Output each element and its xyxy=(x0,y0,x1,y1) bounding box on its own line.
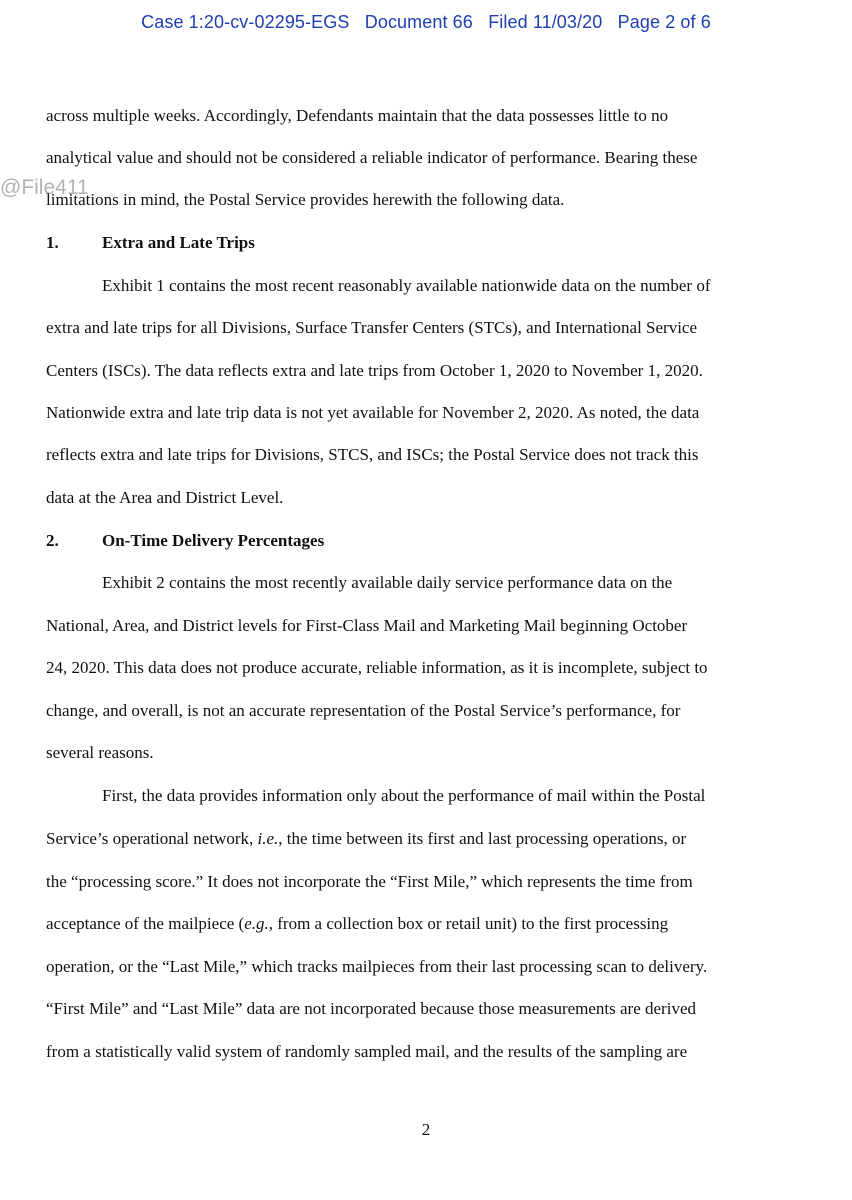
text-line: National, Area, and District levels for First-Class Mail and Marketing Mail beginning October xyxy=(46,616,688,635)
text-line: from a statistically valid system of randomly sampled mail, and the results of the sampling are xyxy=(46,1042,688,1061)
text-line: several reasons. xyxy=(46,743,154,762)
text-line: “First Mile” and “Last Mile” data are not incorporated because those measurements are derived xyxy=(46,999,696,1018)
text-line: acceptance of the mailpiece (e.g., from a collection box or retail unit) to the first processing xyxy=(46,914,669,933)
section-title: On-Time Delivery Percentages xyxy=(102,531,325,550)
section-title: Extra and Late Trips xyxy=(102,233,255,252)
text-line: change, and overall, is not an accurate representation of the Postal Service’s performance, for xyxy=(46,701,681,720)
text-line: Nationwide extra and late trip data is not yet available for November 2, 2020. As noted, the data xyxy=(46,403,700,422)
text-line: operation, or the “Last Mile,” which tracks mailpieces from their last processing scan to delivery. xyxy=(46,957,708,976)
text-line: data at the Area and District Level. xyxy=(46,488,284,507)
text-line: reflects extra and late trips for Divisions, STCS, and ISCs; the Postal Service does not track this xyxy=(46,445,699,464)
section-number: 2. xyxy=(46,531,59,550)
text-line: First, the data provides information only about the performance of mail within the Postal xyxy=(102,786,706,805)
text-line: across multiple weeks. Accordingly, Defendants maintain that the data possesses little to no xyxy=(46,106,669,125)
text-line: Centers (ISCs). The data reflects extra and late trips from October 1, 2020 to November 1, 2020. xyxy=(46,361,703,380)
text-line: Exhibit 2 contains the most recently available daily service performance data on the xyxy=(102,573,673,592)
text-line: 24, 2020. This data does not produce accurate, reliable information, as it is incomplete, subject to xyxy=(46,658,708,677)
text-line: extra and late trips for all Divisions, Surface Transfer Centers (STCs), and International Service xyxy=(46,318,698,337)
text-line: analytical value and should not be considered a reliable indicator of performance. Bearing these xyxy=(46,148,698,167)
text-line: Service’s operational network, i.e., the time between its first and last processing operations, or xyxy=(46,829,687,848)
text-line: limitations in mind, the Postal Service provides herewith the following data. xyxy=(46,190,565,209)
text-line: Exhibit 1 contains the most recent reasonably available nationwide data on the number of xyxy=(102,276,711,295)
case-header: Case 1:20-cv-02295-EGS Document 66 Filed 11/03/20 Page 2 of 6 xyxy=(141,12,711,32)
watermark: @File411 xyxy=(0,176,89,199)
page-number: 2 xyxy=(421,1120,431,1139)
text-line: the “processing score.” It does not incorporate the “First Mile,” which represents the time from xyxy=(46,872,693,891)
section-number: 1. xyxy=(46,233,59,252)
